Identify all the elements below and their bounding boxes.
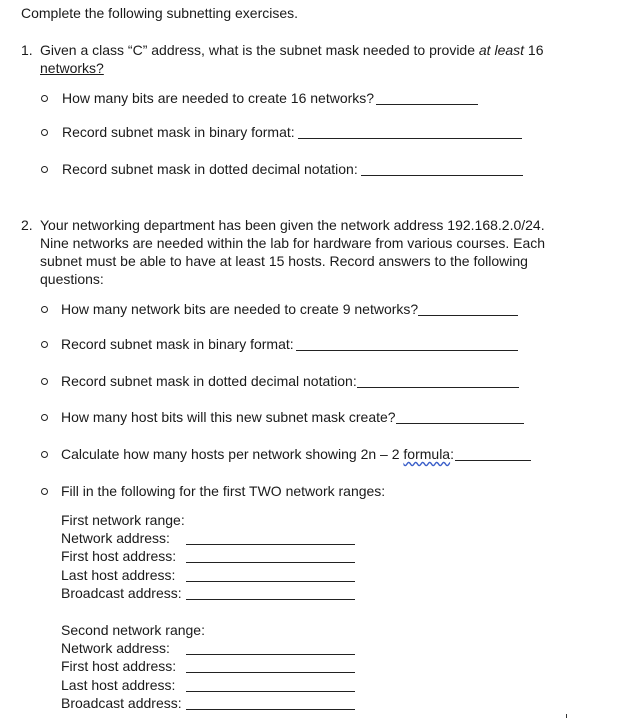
page-mark <box>566 714 567 718</box>
bullet-icon <box>41 451 48 458</box>
q1-item-bits-needed <box>62 90 374 107</box>
question-2-line-3: subnet must be able to have at least 15 hosts. Record answers to the following <box>40 253 528 269</box>
range-1-first-host-label: First host address: <box>61 548 177 564</box>
question-1-text-b: 16 <box>524 42 544 58</box>
q1-answer-dotted-mask-line[interactable] <box>361 175 523 176</box>
q2-answer-binary-mask-line[interactable] <box>296 350 518 351</box>
range-2-last-host-label: Last host address: <box>61 677 176 693</box>
q2-answer-network-bits-line[interactable] <box>418 315 518 316</box>
q2-item-network-bits-label: How many network bits are needed to create 9 networks? <box>61 301 419 317</box>
range-2-broadcast-line[interactable] <box>186 709 355 710</box>
range-1-broadcast-label: Broadcast address: <box>61 585 182 601</box>
q2-item-fill-ranges <box>61 483 385 500</box>
question-2-line-4: questions: <box>40 271 104 287</box>
range-2-title: Second network range: <box>61 622 205 638</box>
range-2-first-host-line[interactable] <box>186 672 355 673</box>
q2-item-host-bits-label: How many host bits will this new subnet mask create? <box>61 409 396 425</box>
q1-item-dotted-mask-label: Record subnet mask in dotted decimal notation: <box>62 161 358 177</box>
q2-item-host-bits <box>61 409 396 426</box>
question-1-text-line2: networks? <box>40 60 104 76</box>
instructions-heading: Complete the following subnetting exercises. <box>21 5 299 21</box>
question-2-number: 2. <box>21 217 33 233</box>
q2-item-hosts-per-network <box>61 446 454 463</box>
q1-item-binary-mask <box>62 124 295 141</box>
range-2-network-address-line[interactable] <box>186 654 355 655</box>
q1-item-bits-needed-label: How many bits are needed to create 16 networks? <box>62 90 375 106</box>
range-2-network-address-label: Network address: <box>61 640 170 656</box>
q2-answer-dotted-mask-line[interactable] <box>357 387 519 388</box>
q2-item-hosts-per-network-label: Calculate how many hosts per network showing 2n – 2 <box>61 446 404 462</box>
range-2-broadcast-label: Broadcast address: <box>61 695 182 711</box>
bullet-icon <box>41 341 48 348</box>
q2-item-binary-mask-label: Record subnet mask in binary format: <box>61 336 294 352</box>
q2-answer-hosts-per-network-line[interactable] <box>455 460 531 461</box>
q2-item-binary-mask <box>61 336 294 353</box>
q1-item-dotted-mask <box>62 161 358 178</box>
formula-word: formula <box>403 446 451 462</box>
range-2-first-host-label: First host address: <box>61 658 177 674</box>
q1-answer-binary-mask-line[interactable] <box>298 138 522 139</box>
question-1-number: 1. <box>21 42 33 58</box>
question-2-line-1: Your networking department has been given the network address 192.168.2.0/24. <box>40 217 545 233</box>
range-1-network-address-line[interactable] <box>186 544 355 545</box>
range-1-network-address-label: Network address: <box>61 530 170 546</box>
bullet-icon <box>41 166 48 173</box>
q2-item-fill-ranges-label: Fill in the following for the first TWO network ranges: <box>61 483 386 499</box>
range-1-first-host-line[interactable] <box>186 562 355 563</box>
bullet-icon <box>41 414 48 421</box>
question-1-emphasis: at least <box>478 42 525 58</box>
question-1-text-a: Given a class “C” address, what is the subnet mask needed to provide <box>40 42 479 58</box>
bullet-icon <box>41 129 48 136</box>
bullet-icon <box>41 378 48 385</box>
q1-item-binary-mask-label: Record subnet mask in binary format: <box>62 124 295 140</box>
question-2-line-2: Nine networks are needed within the lab for hardware from various courses. Each <box>40 235 546 251</box>
range-1-last-host-line[interactable] <box>186 581 355 582</box>
q2-item-network-bits <box>61 301 418 318</box>
q2-item-dotted-mask-label: Record subnet mask in dotted decimal notation: <box>61 373 357 389</box>
range-1-last-host-label: Last host address: <box>61 567 176 583</box>
q1-answer-bits-needed-line[interactable] <box>376 104 478 105</box>
range-1-title: First network range: <box>61 512 185 528</box>
bullet-icon <box>41 306 48 313</box>
bullet-icon <box>41 488 48 495</box>
range-1-broadcast-line[interactable] <box>186 599 355 600</box>
bullet-icon <box>41 95 48 102</box>
q2-answer-host-bits-line[interactable] <box>396 423 524 424</box>
range-2-last-host-line[interactable] <box>186 691 355 692</box>
question-1-text <box>40 42 544 59</box>
formula-colon: : <box>450 446 454 462</box>
q2-item-dotted-mask <box>61 373 357 390</box>
